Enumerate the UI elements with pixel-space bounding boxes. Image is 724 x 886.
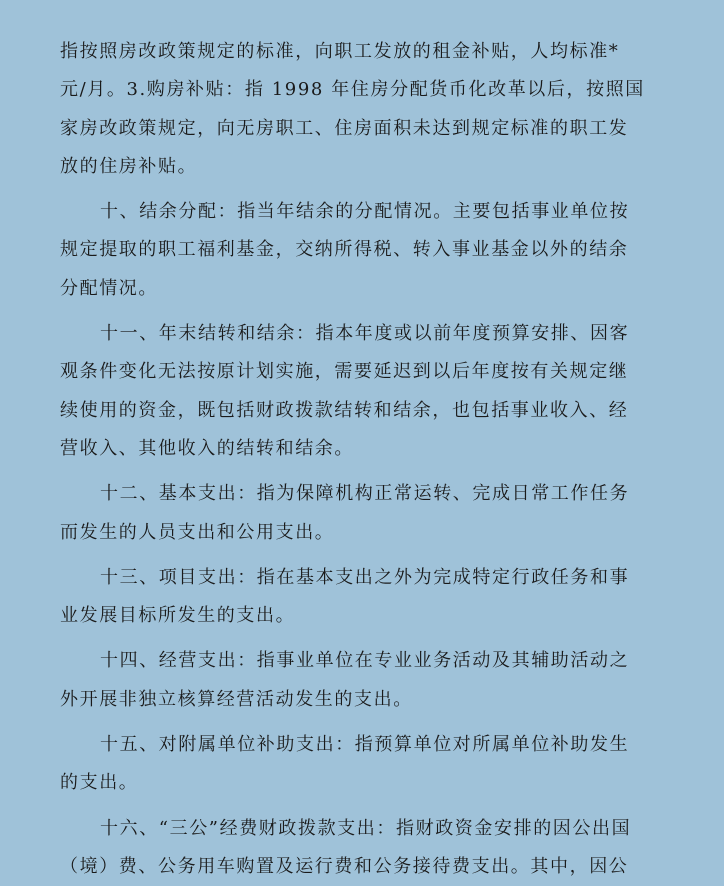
text-line: 放的住房补贴。: [60, 155, 198, 177]
text-line: 分配情况。: [60, 277, 158, 299]
paragraph-housing-subsidy: [60, 33, 645, 186]
text-line: 指按照房改政策规定的标准，向职工发放的租金补贴，人均标准*: [60, 41, 620, 62]
text-line: 规定提取的职工福利基金，交纳所得税、转入事业基金以外的结余: [60, 239, 629, 261]
text-line: 而发生的人员支出和公用支出。: [60, 521, 335, 543]
paragraph-surplus-distribution: [60, 193, 628, 308]
text-line: 元/月。3.购房补贴：指 1998 年住房分配货币化改革以后，按照国: [60, 79, 645, 101]
paragraph-year-end-carryover: [60, 315, 628, 468]
text-line: 业发展目标所发生的支出。: [60, 605, 296, 627]
paragraph-operating-expenditure: [60, 642, 628, 719]
text-line: （境）费、公务用车购置及运行费和公务接待费支出。其中，因公: [60, 855, 629, 877]
text-line: 的支出。: [60, 772, 139, 794]
text-line: 十二、基本支出：指为保障机构正常运转、完成日常工作任务: [100, 483, 630, 505]
paragraph-project-expenditure: [60, 559, 628, 636]
text-line: 十、结余分配：指当年结余的分配情况。主要包括事业单位按: [100, 201, 630, 223]
paragraph-basic-expenditure: [60, 475, 628, 552]
text-line: 观条件变化无法按原计划实施，需要延迟到以后年度按有关规定继: [60, 361, 629, 383]
text-line: 外开展非独立核算经营活动发生的支出。: [60, 688, 413, 710]
text-line: 续使用的资金，既包括财政拨款结转和结余，也包括事业收入、经: [60, 399, 629, 421]
text-line: 十三、项目支出：指在基本支出之外为完成特定行政任务和事: [100, 566, 630, 588]
text-line: 十五、对附属单位补助支出：指预算单位对所属单位补助发生: [100, 734, 630, 756]
text-line: 营收入、其他收入的结转和结余。: [60, 437, 354, 459]
text-line: 十一、年末结转和结余：指本年度或以前年度预算安排、因客: [100, 323, 630, 345]
text-line: 十六、“三公”经费财政拨款支出：指财政资金安排的因公出国: [100, 817, 632, 839]
text-line: 家房改政策规定，向无房职工、住房面积未达到规定标准的职工发: [60, 117, 629, 139]
paragraph-three-public-expenses: [60, 810, 632, 886]
text-line: 十四、经营支出：指事业单位在专业业务活动及其辅助活动之: [100, 650, 630, 672]
paragraph-subsidiary-subsidy: [60, 726, 628, 803]
